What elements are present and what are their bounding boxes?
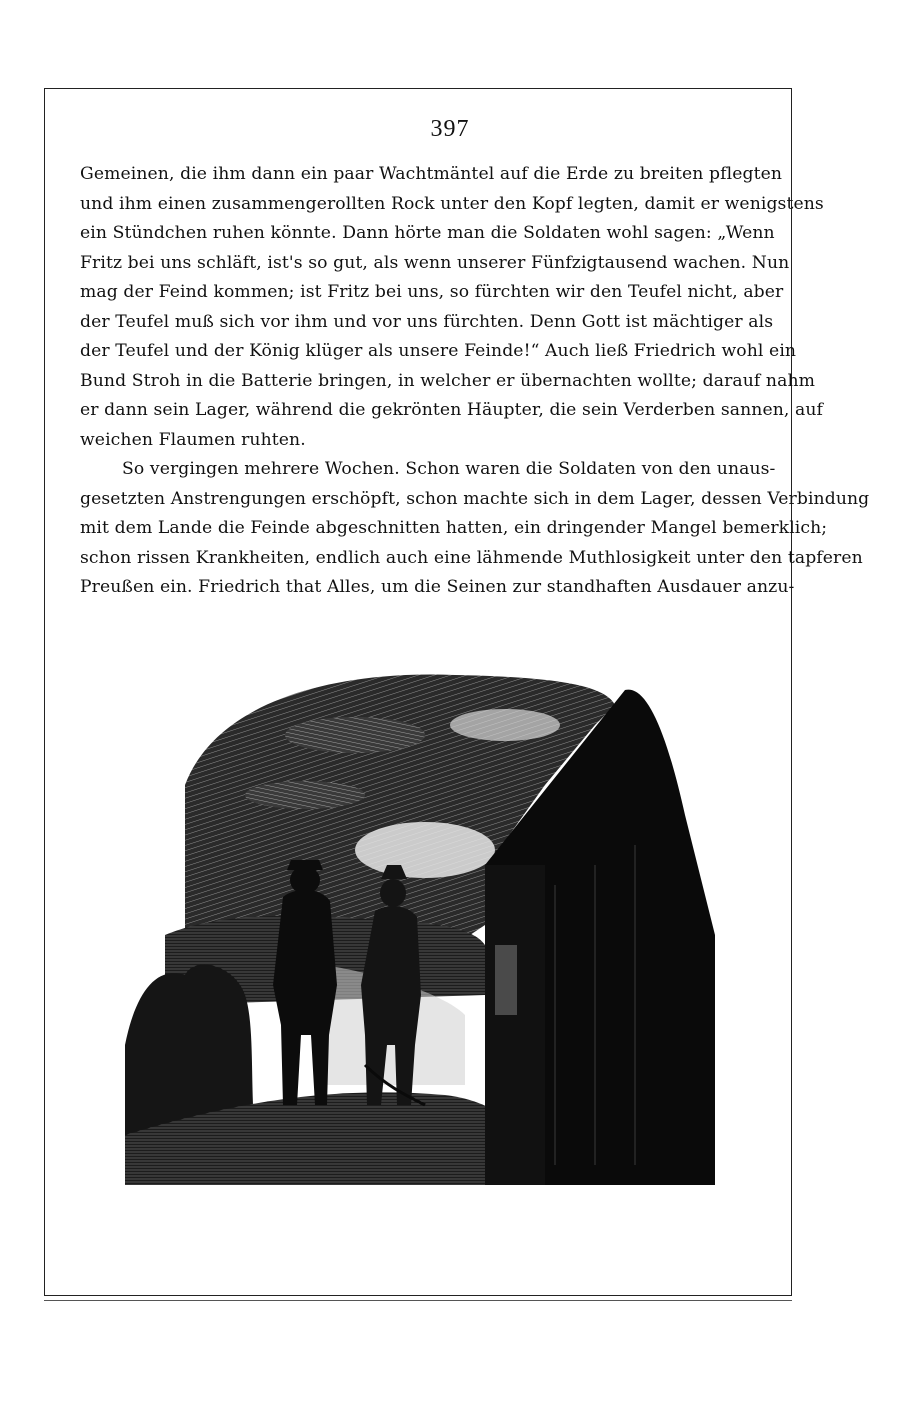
body-text xyxy=(80,160,870,603)
text-line: der Teufel und der König klüger als unsere Feinde!“ Auch ließ Friedrich wohl ein xyxy=(80,341,797,361)
text-line: Bund Stroh in die Batterie bringen, in welcher er übernachten wollte; darauf nahm xyxy=(80,370,816,391)
moon-glow xyxy=(355,822,495,878)
text-line: er dann sein Lager, während die gekrönten Häupter, die sein Verderben sannen, auf xyxy=(80,400,823,420)
text-line: mit dem Lande die Feinde abgeschnitten hatten, ein dringender Mangel bemerklich; xyxy=(80,518,828,538)
text-line: ein Stündchen ruhen könnte. Dann hörte man die Soldaten wohl sagen: „Wenn xyxy=(80,223,775,243)
text-line: und ihm einen zusammengerollten Rock unter den Kopf legten, damit er wenigstens xyxy=(80,193,824,214)
text-line: mag der Feind kommen; ist Fritz bei uns, so fürchten wir den Teufel nicht, aber xyxy=(80,282,784,302)
paragraph-1 xyxy=(80,160,824,455)
text-line: schon rissen Krankheiten, endlich auch eine lähmende Muthlosigkeit unter den tapferen xyxy=(80,547,863,568)
text-line: Preußen ein. Friedrich that Alles, um die Seinen zur standhaften Ausdauer anzu- xyxy=(80,577,795,597)
bottom-rule xyxy=(44,1300,792,1301)
text-line: Gemeinen, die ihm dann ein paar Wachtmäntel auf die Erde zu breiten pflegten xyxy=(80,164,783,184)
hut-doorway xyxy=(495,945,517,1015)
paragraph-2 xyxy=(80,455,870,603)
page-number: 397 xyxy=(430,116,470,142)
engraving-illustration xyxy=(125,665,715,1185)
text-line: der Teufel muß sich vor ihm und vor uns fürchten. Denn Gott ist mächtiger als xyxy=(80,311,774,332)
text-line: weichen Flaumen ruhten. xyxy=(80,429,306,450)
text-line: Fritz bei uns schläft, ist's so gut, als wenn unserer Fünfzigtausend wachen. Nun xyxy=(80,252,790,273)
text-line: gesetzten Anstrengungen erschöpft, schon machte sich in dem Lager, dessen Verbindung xyxy=(80,488,870,509)
text-line: So vergingen mehrere Wochen. Schon waren die Soldaten von den unaus- xyxy=(122,459,776,479)
